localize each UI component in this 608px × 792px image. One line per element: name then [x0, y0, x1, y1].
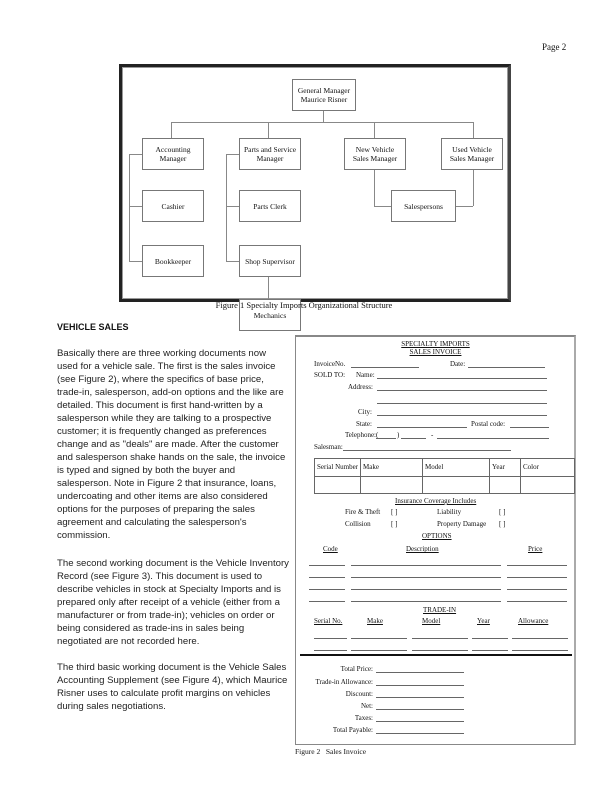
- column-header: Serial Number: [315, 459, 361, 476]
- telephone-number-field[interactable]: [437, 438, 549, 439]
- taxes-label: Taxes:: [354, 714, 373, 722]
- telephone-area-code-field[interactable]: [376, 438, 396, 439]
- trade-in-model-header: Model: [422, 617, 441, 625]
- postal-code-field[interactable]: [510, 427, 549, 428]
- option-code-field[interactable]: [309, 565, 345, 566]
- org-node-general-manager: [292, 79, 356, 111]
- sold-to-label: SOLD TO:: [314, 371, 346, 379]
- node-title: General Manager: [297, 86, 351, 95]
- node-name: Maurice Risner: [300, 95, 348, 104]
- connector: [268, 274, 269, 299]
- column-header: Make: [361, 459, 423, 476]
- invoice-title-company: SPECIALTY IMPORTS: [401, 340, 470, 348]
- trade-in-allowance-total-field[interactable]: [376, 685, 464, 686]
- paragraph-3: The third basic working document is the Vehicle Sales Accounting Supplement (see Figure 4), which Maurice Risner uses to calculate profit margins on vehicles during sales negotiations.: [57, 662, 288, 712]
- node-line: Parts and Service: [243, 145, 297, 154]
- salesman-field[interactable]: [343, 450, 511, 451]
- trade-in-allowance-field[interactable]: [512, 638, 568, 639]
- connector: [129, 261, 142, 262]
- vehicle-table: [314, 458, 575, 494]
- node-line: Mechanics: [253, 310, 287, 320]
- option-price-field[interactable]: [507, 589, 567, 590]
- connector: [129, 154, 142, 155]
- option-price-field[interactable]: [507, 577, 567, 578]
- total-price-field[interactable]: [376, 672, 464, 673]
- node-line: Sales Manager: [449, 154, 495, 163]
- node-line: Manager: [159, 154, 187, 163]
- trade-in-make-header: Make: [367, 617, 383, 625]
- figure-1-caption: Figure 1 Specialty Imports Organizational Structure: [215, 300, 393, 310]
- paragraph-2: The second working document is the Vehicle Inventory Record (see Figure 3). This document is used to describe vehicles in stock at Specialty Imports and is prepared only after receipt of a vehicle (either from a manufacturer or from trade-in); vehicles on order or being considered as trade-ins in sales being negotiated are not recorded here.: [57, 558, 289, 647]
- trade-in-make-field[interactable]: [351, 650, 407, 651]
- connector: [226, 261, 239, 262]
- trade-in-serial-header: Serial No.: [314, 617, 343, 625]
- org-node-salespersons: [391, 190, 456, 222]
- telephone-paren: ): [397, 431, 400, 439]
- connector: [129, 206, 142, 207]
- connector: [473, 170, 474, 206]
- telephone-dash: -: [431, 431, 434, 439]
- option-price-field[interactable]: [507, 601, 567, 602]
- state-label: State:: [356, 420, 372, 428]
- org-node-shop-supervisor: [239, 245, 301, 277]
- date-label: Date:: [450, 360, 466, 368]
- serial-number-cell[interactable]: [315, 477, 361, 494]
- connector: [226, 154, 227, 262]
- insurance-collision-checkbox[interactable]: [ ]: [391, 520, 398, 528]
- org-node-accounting-manager: [142, 138, 204, 170]
- trade-in-serial-field[interactable]: [314, 638, 347, 639]
- node-line: Manager: [256, 154, 284, 163]
- insurance-collision-label: Collision: [345, 520, 371, 528]
- option-description-field[interactable]: [351, 577, 501, 578]
- node-line: Shop Supervisor: [245, 256, 295, 266]
- connector: [268, 122, 269, 138]
- insurance-liability-label: Liability: [437, 508, 462, 516]
- trade-in-serial-field[interactable]: [314, 650, 347, 651]
- address-label: Address:: [348, 383, 373, 391]
- total-payable-field[interactable]: [376, 733, 464, 734]
- insurance-fire-theft-checkbox[interactable]: [ ]: [391, 508, 398, 516]
- trade-in-year-field[interactable]: [472, 638, 508, 639]
- address-field-1[interactable]: [377, 390, 547, 391]
- options-description-header: Description: [406, 545, 439, 553]
- node-line: Salespersons: [404, 201, 443, 211]
- option-price-field[interactable]: [507, 565, 567, 566]
- section-heading: VEHICLE SALES: [57, 322, 129, 332]
- trade-in-heading: TRADE-IN: [423, 606, 457, 614]
- trade-in-allowance-label: Trade-in Allowance:: [315, 678, 373, 686]
- connector: [171, 122, 474, 123]
- city-field[interactable]: [377, 415, 547, 416]
- invoice-title: SALES INVOICE: [409, 348, 462, 356]
- options-heading: OPTIONS: [422, 532, 452, 540]
- discount-field[interactable]: [376, 697, 464, 698]
- org-node-new-vehicle-sales-manager: [344, 138, 406, 170]
- column-header: Color: [523, 463, 539, 471]
- org-node-parts-service-manager: [239, 138, 301, 170]
- invoice-no-field[interactable]: [351, 367, 419, 368]
- figure-2-caption: Figure 2 Sales Invoice: [295, 747, 367, 756]
- trade-in-model-field[interactable]: [412, 650, 468, 651]
- node-line: Accounting: [155, 145, 191, 154]
- section-divider: [300, 654, 572, 656]
- vehicle-table-header: [315, 459, 574, 476]
- node-line: Used Vehicle: [452, 145, 492, 154]
- taxes-field[interactable]: [376, 721, 464, 722]
- option-code-field[interactable]: [309, 577, 345, 578]
- connector: [374, 206, 391, 207]
- node-line: New Vehicle: [355, 145, 395, 154]
- insurance-heading: Insurance Coverage Includes: [395, 497, 477, 505]
- node-line: Parts Clerk: [253, 201, 287, 211]
- insurance-liability-checkbox[interactable]: [ ]: [499, 508, 506, 516]
- insurance-fire-theft-label: Fire & Theft: [345, 508, 381, 516]
- option-description-field[interactable]: [351, 565, 501, 566]
- trade-in-make-field[interactable]: [351, 638, 407, 639]
- org-node-cashier: [142, 190, 204, 222]
- node-line: Cashier: [161, 201, 185, 211]
- org-node-parts-clerk: [239, 190, 301, 222]
- make-cell[interactable]: [361, 477, 423, 494]
- trade-in-allowance-field[interactable]: [512, 650, 568, 651]
- date-field[interactable]: [468, 367, 545, 368]
- option-code-field[interactable]: [309, 589, 345, 590]
- salesman-label: Salesman:: [314, 443, 343, 451]
- option-code-field[interactable]: [309, 601, 345, 602]
- address-field-2[interactable]: [377, 403, 547, 404]
- org-node-used-vehicle-sales-manager: [441, 138, 503, 170]
- connector: [374, 170, 375, 206]
- discount-label: Discount:: [345, 690, 373, 698]
- page-number: Page 2: [542, 42, 567, 52]
- column-header: Model: [423, 459, 490, 476]
- total-payable-label: Total Payable:: [332, 726, 373, 734]
- vehicle-table-row: [315, 476, 574, 494]
- total-price-label: Total Price:: [340, 665, 373, 673]
- trade-in-year-header: Year: [477, 617, 490, 625]
- options-code-header: Code: [323, 545, 338, 553]
- connector: [456, 206, 473, 207]
- connector: [374, 122, 375, 138]
- node-line: Sales Manager: [352, 154, 398, 163]
- telephone-label: Telephone:(: [345, 431, 379, 439]
- year-cell[interactable]: [490, 477, 521, 494]
- insurance-property-damage-checkbox[interactable]: [ ]: [499, 520, 506, 528]
- invoice-no-label: InvoiceNo.: [314, 360, 346, 368]
- connector: [129, 154, 130, 262]
- telephone-prefix-field[interactable]: [401, 438, 426, 439]
- connector: [226, 206, 239, 207]
- option-description-field[interactable]: [351, 601, 501, 602]
- state-field[interactable]: [377, 427, 467, 428]
- connector: [323, 111, 324, 122]
- trade-in-year-field[interactable]: [472, 650, 508, 651]
- color-cell[interactable]: [521, 477, 574, 494]
- connector: [226, 154, 239, 155]
- trade-in-allowance-header: Allowance: [518, 617, 549, 625]
- options-price-header: Price: [528, 545, 543, 553]
- org-node-bookkeeper: [142, 245, 204, 277]
- model-cell[interactable]: [423, 477, 490, 494]
- connector: [171, 122, 172, 138]
- column-header: Year: [490, 459, 521, 476]
- paragraph-1: Basically there are three working documents now used for a vehicle sale. The first is the sales invoice (see Figure 2), where the specifics of base price, trade-in, salesperson, add-on options and the like are detailed. This document is first hand-written by a salesperson while they are talking to a prospective customer; it is frequently changed as preferences change and as "deals" are made. After the customer and salesperson shake hands on the sale, the invoice is typed and signed by both the buyer and salesperson. Note in Figure 2 that insurance, loans, undercoating and other items are also considered options for the purposes of preparing the sales agreement and calculating the salesperson's commission.: [57, 348, 286, 541]
- connector: [473, 122, 474, 138]
- postal-code-label: Postal code:: [471, 420, 506, 428]
- net-field[interactable]: [376, 709, 464, 710]
- trade-in-model-field[interactable]: [412, 638, 468, 639]
- insurance-property-damage-label: Property Damage: [437, 520, 487, 528]
- name-field[interactable]: [377, 378, 547, 379]
- node-line: Bookkeeper: [154, 256, 192, 266]
- option-description-field[interactable]: [351, 589, 501, 590]
- city-label: City:: [358, 408, 373, 416]
- net-label: Net:: [360, 702, 373, 710]
- name-label: Name:: [356, 371, 375, 379]
